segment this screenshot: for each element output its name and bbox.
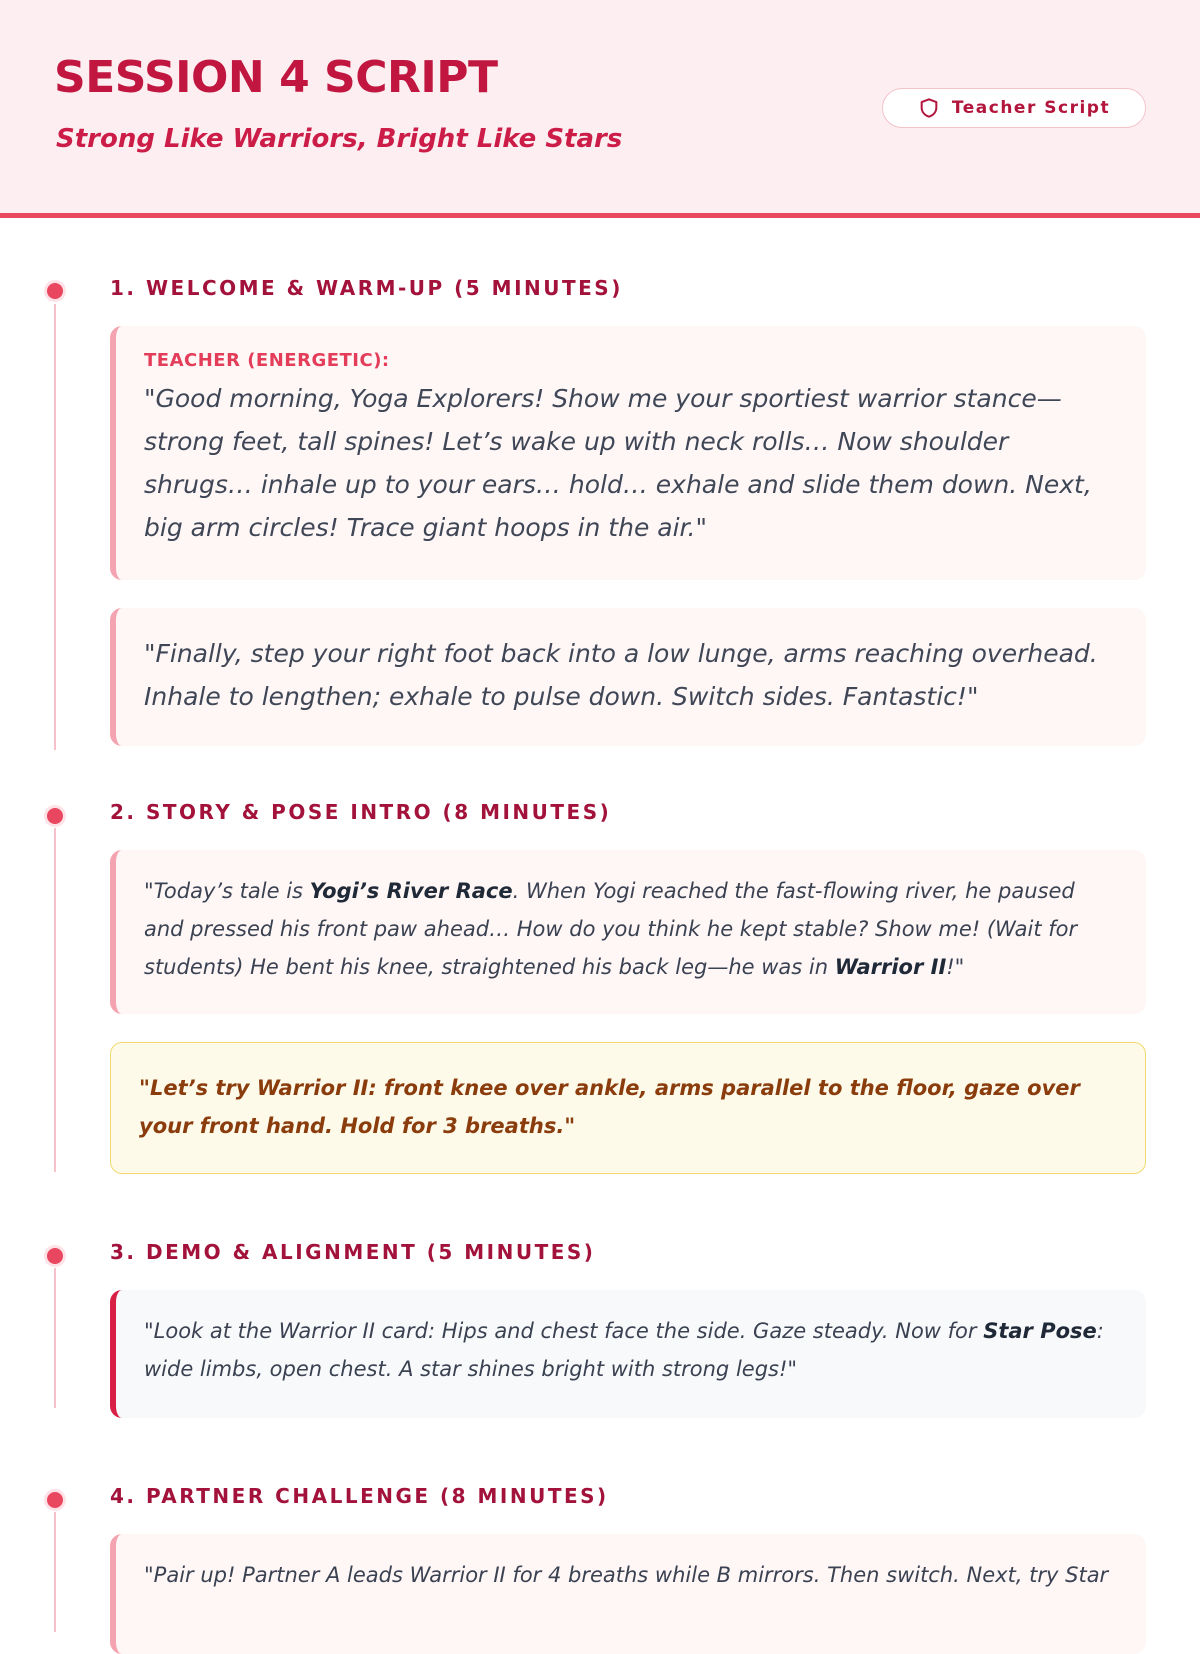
section-heading: 3. DEMO & ALIGNMENT (5 MINUTES) bbox=[110, 1240, 596, 1264]
timeline-dot bbox=[44, 280, 66, 302]
script-card bbox=[110, 608, 1146, 746]
timeline-line bbox=[54, 1512, 56, 1632]
partner-quote: "Pair up! Partner A leads Warrior II for 4 breaths while B mirrors. Then switch. Next, try Star bbox=[144, 1563, 1109, 1587]
section-welcome-warmup bbox=[0, 272, 1200, 746]
story-quote: "Today’s tale is Yogi’s River Race. When Yogi reached the fast-flowing river, he paused and pressed his front paw ahead… How do you think he kept stable? Show me! (Wait for students) He bent his knee, straightened his back leg—he was in Warrior II!" bbox=[144, 879, 1078, 979]
pose-name: Warrior II bbox=[834, 955, 947, 979]
timeline-line bbox=[54, 304, 56, 750]
timeline-line bbox=[54, 1268, 56, 1408]
demo-quote: "Look at the Warrior II card: Hips and chest face the side. Gaze steady. Now for Star Pose: wide limbs, open chest. A star shines bright with strong legs!" bbox=[144, 1319, 1104, 1381]
section-heading: 4. PARTNER CHALLENGE (8 MINUTES) bbox=[110, 1484, 609, 1508]
section-heading: 2. STORY & POSE INTRO (8 MINUTES) bbox=[110, 800, 612, 824]
timeline-dot bbox=[44, 1489, 66, 1511]
page-subtitle: Strong Like Warriors, Bright Like Stars bbox=[56, 124, 623, 154]
section-story-pose-intro bbox=[0, 796, 1200, 1174]
pose-name: Star Pose bbox=[983, 1319, 1097, 1343]
timeline-dot bbox=[44, 805, 66, 827]
teacher-script-badge bbox=[882, 88, 1146, 128]
page-header bbox=[0, 0, 1200, 218]
speaker-label: TEACHER (ENERGETIC): bbox=[144, 350, 390, 371]
script-card bbox=[110, 326, 1146, 580]
shield-icon bbox=[918, 97, 940, 119]
story-card bbox=[110, 850, 1146, 1014]
timeline-dot bbox=[44, 1245, 66, 1267]
story-title: Yogi’s River Race bbox=[309, 879, 513, 903]
script-card bbox=[110, 1534, 1146, 1654]
badge-label: Teacher Script bbox=[951, 98, 1111, 118]
script-quote: "Good morning, Yoga Explorers! Show me your sportiest warrior stance—strong feet, tall spines! Let’s wake up with neck rolls… Now shoulder shrugs… inhale up to your ears… hold… exhale and slide them down. Next, big arm circles! Trace giant hoops in the air." bbox=[144, 384, 1092, 542]
callout-quote: "Let’s try Warrior II: front knee over ankle, arms parallel to the floor, gaze over your front hand. Hold for 3 breaths." bbox=[139, 1076, 1080, 1138]
script-quote: "Finally, step your right foot back into a low lunge, arms reaching overhead. Inhale to lengthen; exhale to pulse down. Switch sides. Fantastic!" bbox=[144, 639, 1098, 711]
section-demo-alignment bbox=[0, 1236, 1200, 1418]
page-title: SESSION 4 SCRIPT bbox=[54, 52, 498, 103]
timeline-line bbox=[54, 828, 56, 1172]
pose-callout bbox=[110, 1042, 1146, 1174]
section-heading: 1. WELCOME & WARM-UP (5 MINUTES) bbox=[110, 276, 623, 300]
section-partner-challenge bbox=[0, 1480, 1200, 1654]
demo-card bbox=[110, 1290, 1146, 1418]
